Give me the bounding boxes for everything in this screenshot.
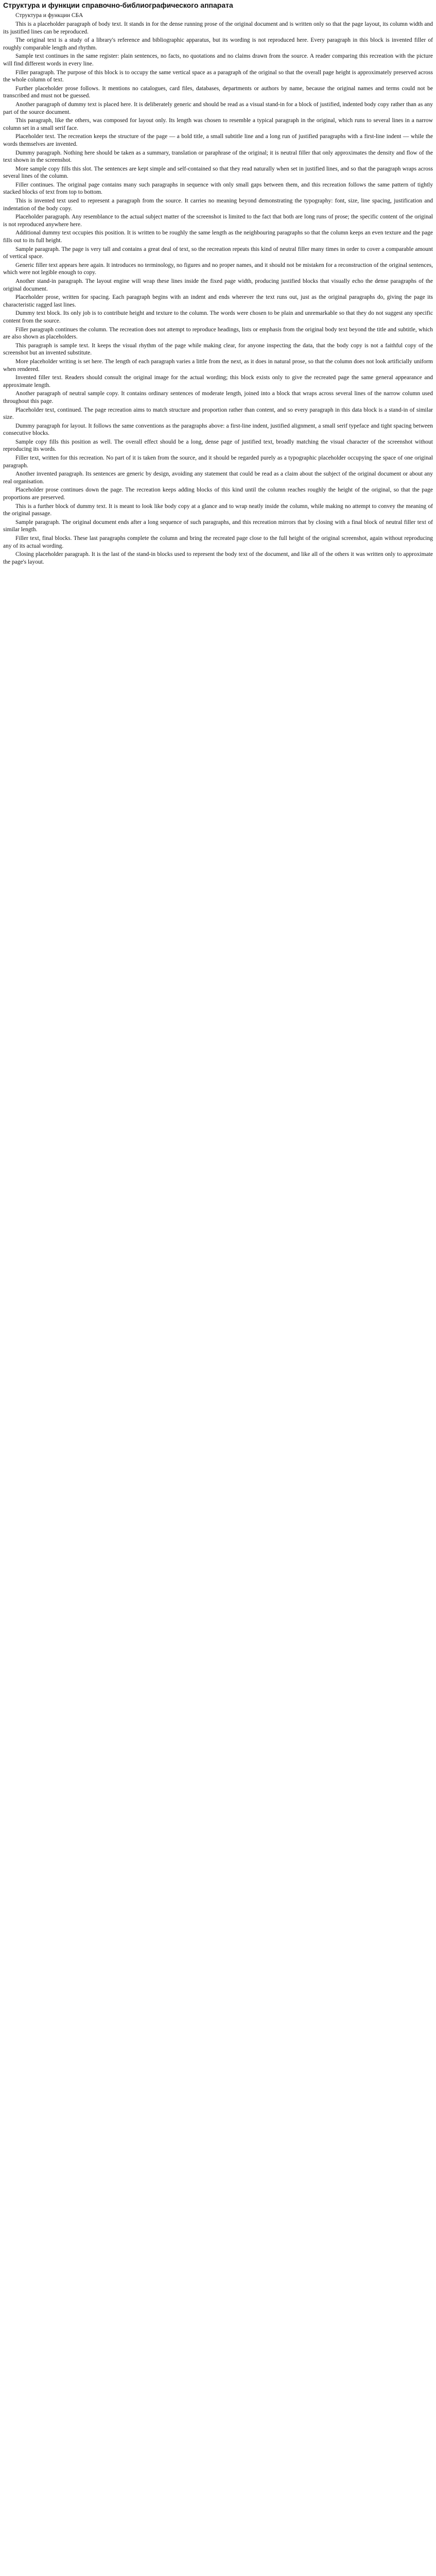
body-paragraph: Sample text continues in the same register: plain sentences, no facts, no quotations and no claims drawn from the source. A reader comparing this recreation with the picture will find different words in every line. — [3, 53, 433, 67]
body-paragraph: Sample paragraph. The page is very tall and contains a great deal of text, so the recreation repeats this kind of neutral filler many times in order to cover a comparable amount of vertical space. — [3, 246, 433, 260]
body-paragraph: Filler continues. The original page contains many such paragraphs in sequence with only small gaps between them, and this recreation follows the same pattern of tightly stacked blocks of text from top to bottom. — [3, 181, 433, 196]
body-paragraph: Further placeholder prose follows. It mentions no catalogues, card files, databases, departments or authors by name, because the original names and terms could not be transcribed and must not be guessed. — [3, 85, 433, 99]
body-paragraph: This paragraph, like the others, was composed for layout only. Its length was chosen to resemble a typical paragraph in the original, which runs to several lines in a narrow column set in a small serif face. — [3, 117, 433, 131]
body-paragraph: Sample copy fills this position as well. The overall effect should be a long, dense page of justified text, broadly matching the visual character of the screenshot without reproducing its words. — [3, 438, 433, 453]
body-paragraph: Additional dummy text occupies this position. It is written to be roughly the same length as the neighbouring paragraphs so that the column keeps an even texture and the page fills out to its full height. — [3, 230, 433, 244]
body-paragraph: Another invented paragraph. Its sentences are generic by design, avoiding any statement that could be read as a claim about the subject of the original document or about any real organisation. — [3, 471, 433, 485]
body-paragraph: The original text is a study of a library's reference and bibliographic apparatus, but its wording is not reproduced here. Every paragraph in this block is invented filler of roughly comparable length and rhythm. — [3, 37, 433, 51]
body-paragraph: Invented filler text. Readers should consult the original image for the actual wording; this block exists only to give the recreated page the same general appearance and approximate length. — [3, 375, 433, 388]
body-paragraph: Placeholder prose continues down the page. The recreation keeps adding blocks of this kind until the column reaches roughly the height of the original, so that the page proportions are preserved. — [3, 487, 433, 501]
body-paragraph: Dummy paragraph for layout. It follows the same conventions as the paragraphs above: a first-line indent, justified alignment, a small serif typeface and tight spacing between consecutive blocks. — [3, 422, 433, 437]
body-paragraph: Filler paragraph continues the column. The recreation does not attempt to reproduce headings, lists or emphasis from the original body text beyond the title and subtitle, which are also shown as placeholders. — [3, 326, 433, 341]
body-paragraph: Dummy text block. Its only job is to contribute height and texture to the column. The words were chosen to be plain and unremarkable so that they do not suggest any specific content from the source. — [3, 310, 433, 324]
body-paragraph: More placeholder writing is set here. The length of each paragraph varies a little from the next, as it does in natural prose, so that the column does not look artificially uniform when rendered. — [3, 358, 433, 372]
body-paragraph: This is invented text used to represent a paragraph from the source. It carries no meaning beyond demonstrating the typography: font, size, line spacing, justification and indentation of the body copy. — [3, 198, 433, 212]
body-paragraph: Closing placeholder paragraph. It is the last of the stand-in blocks used to represent the body text of the document, and like all of the others it was written only to approximate the page's layout. — [3, 551, 433, 565]
body-paragraph: This is a placeholder paragraph of body text. It stands in for the dense running prose of the original document and is written only so that the page layout, its column width and its justified lines can be reproduced. — [3, 21, 433, 35]
section-subtitle: Структура и функции СБА — [15, 12, 83, 19]
body-paragraph: Generic filler text appears here again. It introduces no terminology, no figures and no proper names, and it should not be mistaken for a reconstruction of the original sentences, which were not legible enough to copy. — [3, 262, 433, 276]
body-paragraph: Another paragraph of neutral sample copy. It contains ordinary sentences of moderate length, joined into a block that wraps across several lines of the narrow column used throughout this page. — [3, 391, 433, 404]
body-paragraph: Filler paragraph. The purpose of this block is to occupy the same vertical space as a paragraph of the original so that the overall page height is approximately preserved across the whole column of text. — [3, 69, 433, 83]
body-paragraph: Filler text, written for this recreation. No part of it is taken from the source, and it should be regarded purely as a typographic placeholder occupying the space of one original paragraph. — [3, 455, 433, 469]
body-paragraph: Another stand-in paragraph. The layout engine will wrap these lines inside the fixed page width, producing justified blocks that visually echo the dense paragraphs of the original document. — [3, 278, 433, 292]
body-paragraph: Dummy paragraph. Nothing here should be taken as a summary, translation or paraphrase of the original; it is neutral filler that only approximates the density and flow of the text shown in the screenshot. — [3, 149, 433, 164]
document-body — [3, 21, 433, 566]
body-paragraph: More sample copy fills this slot. The sentences are kept simple and self-contained so that they read naturally when set in justified lines, and so that the paragraph wraps across several lines of the column. — [3, 165, 433, 180]
body-paragraph: Another paragraph of dummy text is placed here. It is deliberately generic and should be read as a visual stand-in for a block of justified, indented body copy rather than as any part of the source document. — [3, 101, 433, 115]
body-paragraph: Placeholder text, continued. The page recreation aims to match structure and proportion rather than content, and so every paragraph in this data block is a stand-in of similar size. — [3, 406, 433, 421]
body-paragraph: This is a further block of dummy text. It is meant to look like body copy at a glance and to wrap neatly inside the column, while making no attempt to convey the meaning of the original passage. — [3, 503, 433, 517]
body-paragraph: Placeholder prose, written for spacing. Each paragraph begins with an indent and ends wherever the text runs out, just as the original paragraphs do, giving the page its characteristic ragged last lines. — [3, 294, 433, 308]
body-paragraph: Filler text, final blocks. These last paragraphs complete the column and bring the recreated page close to the full height of the original screenshot, again without reproducing any of its actual wording. — [3, 535, 433, 549]
body-paragraph: Sample paragraph. The original document ends after a long sequence of such paragraphs, and this recreation mirrors that by closing with a final block of neutral filler text of similar length. — [3, 519, 433, 533]
page-title: Структура и функции справочно-библиографического аппарата — [3, 1, 233, 9]
body-paragraph: Placeholder text. The recreation keeps the structure of the page — a bold title, a small subtitle line and a long run of justified paragraphs with a first-line indent — while the words themselves are invented. — [3, 133, 433, 147]
body-paragraph: Placeholder paragraph. Any resemblance to the actual subject matter of the screenshot is limited to the fact that both are long runs of prose; the specific content of the original is not reproduced anywhere here. — [3, 214, 433, 228]
body-paragraph: This paragraph is sample text. It keeps the visual rhythm of the page while making clear, for anyone inspecting the data, that the body copy is not a faithful copy of the screenshot but an invented substitute. — [3, 342, 433, 357]
